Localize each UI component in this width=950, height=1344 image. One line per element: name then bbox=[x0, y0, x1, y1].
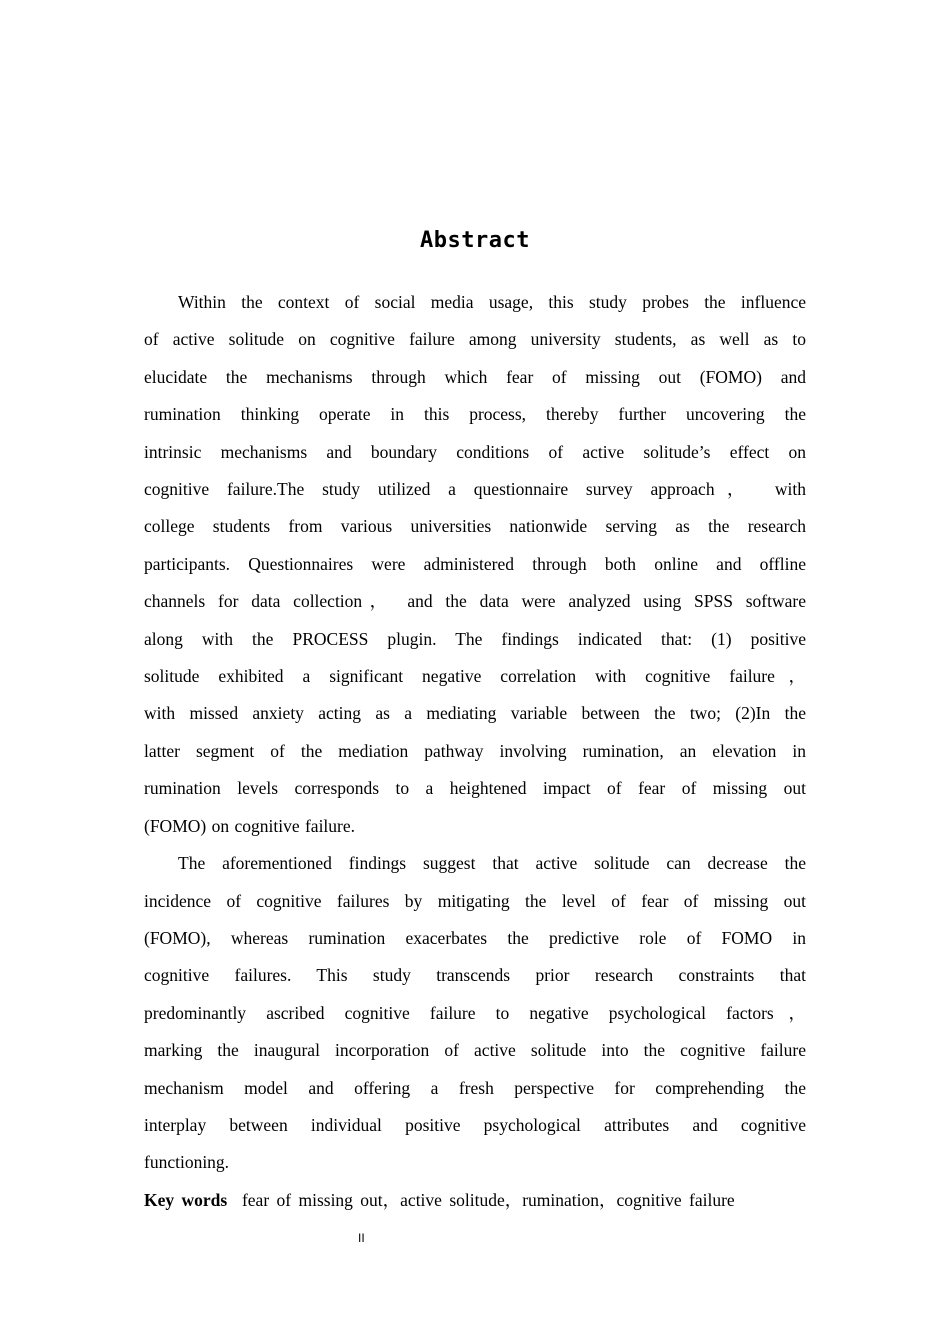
paragraph-line: channels for data collection， and the data were analyzed using SPSS software bbox=[144, 591, 806, 612]
keywords-text: fear of missing out，active solitude，rumination，cognitive failure bbox=[241, 1189, 735, 1210]
paragraph-line: college students from various universities nationwide serving as the research bbox=[144, 516, 806, 537]
paragraph-line: latter segment of the mediation pathway involving rumination, an elevation in bbox=[144, 740, 806, 761]
paragraph-line: marking the inaugural incorporation of active solitude into the cognitive failure bbox=[144, 1040, 806, 1061]
paragraph-line: cognitive failure.The study utilized a questionnaire survey approach， with bbox=[144, 479, 806, 500]
paragraph-line: mechanism model and offering a fresh perspective for comprehending the bbox=[144, 1077, 806, 1098]
paragraph-line: Within the context of social media usage, this study probes the influence bbox=[178, 292, 806, 312]
paragraph-line: interplay between individual positive psychological attributes and cognitive bbox=[144, 1114, 806, 1135]
paragraph-line: along with the PROCESS plugin. The findings indicated that: (1) positive bbox=[144, 628, 806, 649]
paragraph-line: cognitive failures. This study transcends prior research constraints that bbox=[144, 965, 806, 986]
abstract-paragraph-2 bbox=[144, 845, 806, 1182]
keywords-label: Key words bbox=[144, 1189, 228, 1210]
paragraph-line: incidence of cognitive failures by mitigating the level of fear of missing out bbox=[144, 890, 806, 911]
paragraph-line: (FOMO) on cognitive failure. bbox=[144, 815, 356, 836]
paragraph-line: predominantly ascribed cognitive failure to negative psychological factors， bbox=[144, 1002, 806, 1023]
paragraph-line: rumination thinking operate in this process, thereby further uncovering the bbox=[144, 404, 806, 425]
abstract-title: Abstract bbox=[420, 228, 530, 253]
paragraph-line: rumination levels corresponds to a heightened impact of fear of missing out bbox=[144, 778, 806, 799]
paragraph-line: participants. Questionnaires were administered through both online and offline bbox=[144, 553, 806, 574]
paragraph-line: functioning. bbox=[144, 1152, 230, 1173]
paragraph-line: with missed anxiety acting as a mediating variable between the two; (2)In the bbox=[144, 703, 806, 724]
paragraph-line: The aforementioned findings suggest that active solitude can decrease the bbox=[178, 853, 806, 874]
paragraph-line: (FOMO), whereas rumination exacerbates the predictive role of FOMO in bbox=[144, 927, 806, 948]
paragraph-line: elucidate the mechanisms through which fear of missing out (FOMO) and bbox=[144, 366, 806, 387]
paragraph-line: solitude exhibited a significant negative correlation with cognitive failure， bbox=[144, 666, 806, 687]
paragraph-line: of active solitude on cognitive failure among university students, as well as to bbox=[144, 329, 806, 350]
abstract-body bbox=[144, 284, 806, 1219]
paragraph-line: intrinsic mechanisms and boundary conditions of active solitude’s effect on bbox=[144, 441, 806, 462]
keywords-line bbox=[144, 1182, 806, 1219]
page-number: II bbox=[358, 1231, 365, 1245]
abstract-paragraph-1 bbox=[144, 284, 806, 845]
